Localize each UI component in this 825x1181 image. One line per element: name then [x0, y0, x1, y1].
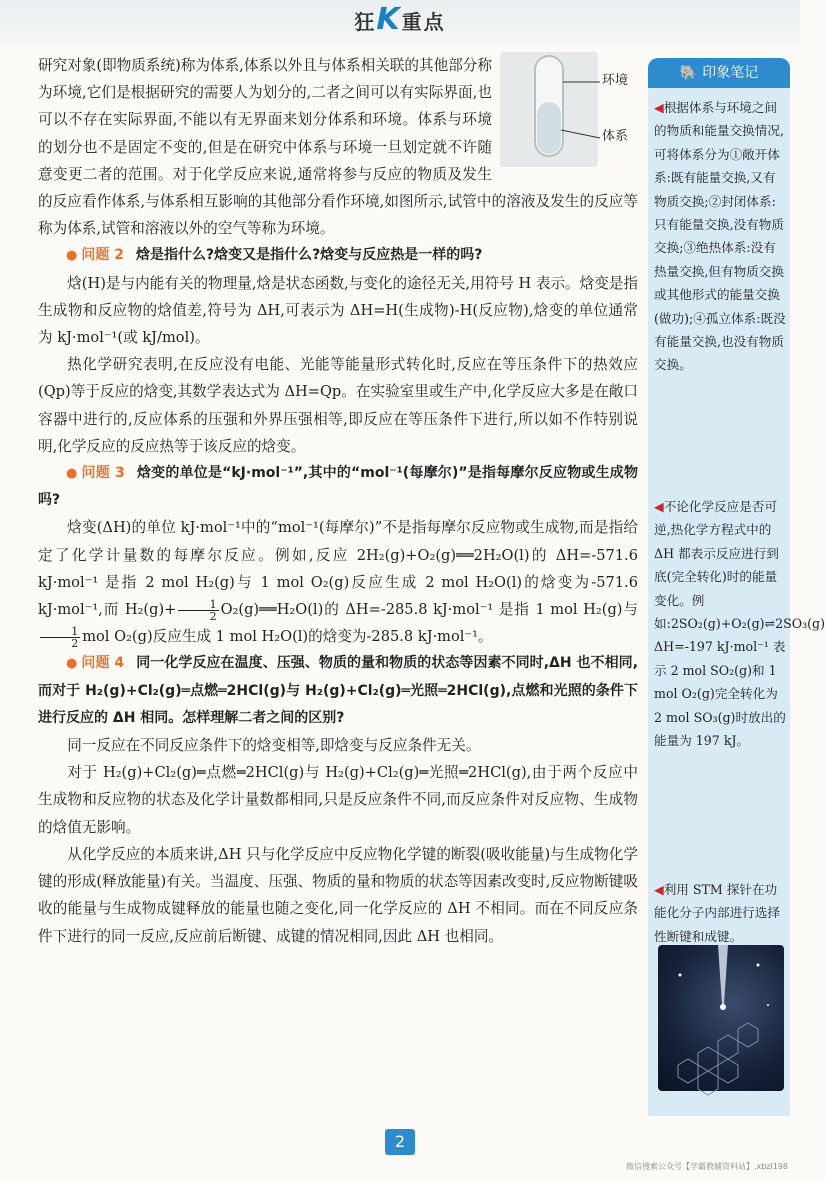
fraction-numerator-2: 1	[40, 626, 80, 638]
stm-image	[658, 945, 784, 1091]
note-system-types	[654, 96, 786, 377]
elephant-icon: 🐘	[679, 65, 698, 81]
note-system-types-text: 根据体系与环境之间的物质和能量交换情况,可将体系分为①敞开体系:既有能量交换,又有物质交换;②封闭体系:只有能量交换,没有物质交换;③绝热体系:没有热量交换,但有物质交换或其他形式的能量交换(做功);④孤立体系:既没有能量交换,也没有物质交换。	[654, 100, 786, 373]
header-suffix: 重点	[401, 10, 446, 34]
question-3	[38, 460, 638, 514]
stm-probe-illustration	[658, 945, 784, 1091]
page-header	[0, 2, 800, 37]
p4-part-c: mol O₂(g)反应生成 1 mol H₂O(l)的焓变为-285.8 kJ·mol⁻¹。	[82, 628, 493, 646]
paragraph-system-definition: 研究对象(即物质系统)称为体系,体系以外且与体系相关联的其他部分称为环境,它们是根据研究的需要人为划分的,二者之间可以有实际界面,也可以不存在实际界面,不能以有无界面来划分体系和环境。体系与环境的划分也不是固定不变的,但是在研究中体系与环境一旦划定就不许随意变更二者的范围。对于化学反应来说,通常将参与反应的物质及发生的反应看作体系,与体系相互影响的其他部分看作环境,如图所示,试管中的溶液及发生的反应等称为体系,试管和溶液以外的空气等称为环境。	[38, 57, 638, 238]
fraction-half	[178, 599, 218, 622]
paragraph-bond-essence: 从化学反应的本质来讲,ΔH 只与化学反应中反应物化学键的断裂(吸收能量)与生成物化学键的形成(释放能量)有关。当温度、压强、物质的量和物质的状态等因素改变时,反应物断键吸收的能量与生成物成键释放的能量也随之变化,同一化学反应的 ΔH 不相同。而在不同反应条件下进行的同一反应,反应前后断键、成键的情况相同,因此 ΔH 也相同。	[38, 845, 638, 945]
arrow-icon: ◀	[654, 882, 664, 897]
sidebar-notes	[648, 58, 825, 1116]
figure-label-environment: 环境	[602, 73, 629, 88]
leaf-icon: ●	[66, 466, 78, 482]
paragraph-example-hcl: 对于 H₂(g)+Cl₂(g)═点燃═2HCl(g)与 H₂(g)+Cl₂(g)═光照═2HCl(g),由于两个反应中生成物和反应物的状态及化学计量数都相同,只是反应条件不同,而反应条件对反应物、生成物的焓值无影响。	[38, 764, 638, 836]
question-2-text: 焓是指什么?焓变又是指什么?焓变与反应热是一样的吗?	[135, 247, 483, 264]
note-delta-h	[654, 495, 825, 752]
leaf-icon: ●	[66, 656, 78, 672]
fraction-denominator-2: 2	[71, 636, 79, 650]
note-delta-h-text: 不论化学反应是否可逆,热化学方程式中的 ΔH 都表示反应进行到底(完全转化)时的能量变化。例如:2SO₂(g)+O₂(g)⇌2SO₃(g) ΔH=-197 kJ·mol⁻¹ 表示 2 mol SO₂(g)和 1 mol O₂(g)完全转化为 2 mol SO₃(g)时放出的能量为 197 kJ。	[654, 499, 825, 749]
paragraph-unit-explanation	[38, 514, 638, 650]
paragraph-condition-independence: 同一反应在不同反应条件下的焓变相等,即焓变与反应条件无关。	[67, 737, 481, 755]
header-k-logo: K	[376, 2, 402, 37]
question-3-text: 焓变的单位是“kJ·mol⁻¹”,其中的“mol⁻¹(每摩尔)”是指每摩尔反应物或生成物吗?	[38, 465, 638, 509]
sidebar-title-text: 印象笔记	[702, 65, 759, 81]
footer-watermark: 微信搜索公众号【学霸教辅资料站】,xbzl198	[625, 1162, 788, 1171]
fraction-half-2	[40, 626, 80, 649]
paragraph-enthalpy: 焓(H)是与内能有关的物理量,焓是状态函数,与变化的途径无关,用符号 H 表示。焓变是指生成物和反应物的焓值差,符号为 ΔH,可表示为 ΔH=H(生成物)-H(反应物),焓变的单位通常为 kJ·mol⁻¹(或 kJ/mol)。	[38, 274, 639, 347]
sidebar-title	[648, 58, 790, 88]
p4-part-b: O₂(g)══H₂O(l)的 ΔH=-285.8 kJ·mol⁻¹ 是指 1 mol H₂(g)与	[220, 601, 639, 619]
leaf-icon: ●	[66, 248, 78, 264]
fraction-numerator: 1	[178, 599, 218, 611]
question-2-label: 问题 2	[81, 247, 124, 264]
arrow-icon: ◀	[654, 100, 664, 115]
note-stm	[654, 878, 786, 948]
header-prefix: 狂	[354, 10, 377, 34]
question-2	[38, 242, 638, 269]
question-4	[38, 650, 638, 732]
question-4-label: 问题 4	[81, 655, 125, 672]
page-number: 2	[385, 1129, 415, 1155]
figure-label-system: 体系	[602, 129, 629, 144]
test-tube-figure	[500, 52, 640, 167]
question-4-text: 同一化学反应在温度、压强、物质的量和物质的状态等因素不同时,ΔH 也不相同,而对于 H₂(g)+Cl₂(g)═点燃═2HCl(g)与 H₂(g)+Cl₂(g)═光照═2HCl(g),点燃和光照的条件下进行反应的 ΔH 相同。怎样理解二者之间的区别?	[38, 655, 639, 726]
paragraph-heat-effect: 热化学研究表明,在反应没有电能、光能等能量形式转化时,反应在等压条件下的热效应(Qp)等于反应的焓变,其数学表达式为 ΔH=Qp。在实验室里或生产中,化学反应大多是在敞口容器中进行的,反应体系的压强和外界压强相等,即反应在等压条件下进行,所以如不作特别说明,化学反应的反应热等于该反应的焓变。	[38, 356, 638, 455]
main-content	[38, 52, 638, 950]
arrow-icon: ◀	[654, 499, 664, 514]
fraction-denominator: 2	[209, 609, 217, 623]
p4-part-a: 焓变(ΔH)的单位 kJ·mol⁻¹中的“mol⁻¹(每摩尔)”不是指每摩尔反应物或生成物,而是指给定了化学计量数的每摩尔反应。例如,反应 2H₂(g)+O₂(g)══2H₂O(l)的 ΔH=-571.6 kJ·mol⁻¹ 是指 2 mol H₂(g)与 1 mol O₂(g)反应生成 2 mol H₂O(l)的焓变为-571.6 kJ·mol⁻¹,而 H₂(g)+	[38, 519, 638, 619]
note-stm-text: 利用 STM 探针在功能化分子内部进行选择性断键和成键。	[654, 882, 780, 944]
question-3-label: 问题 3	[81, 465, 125, 482]
test-tube-icon	[500, 52, 640, 167]
